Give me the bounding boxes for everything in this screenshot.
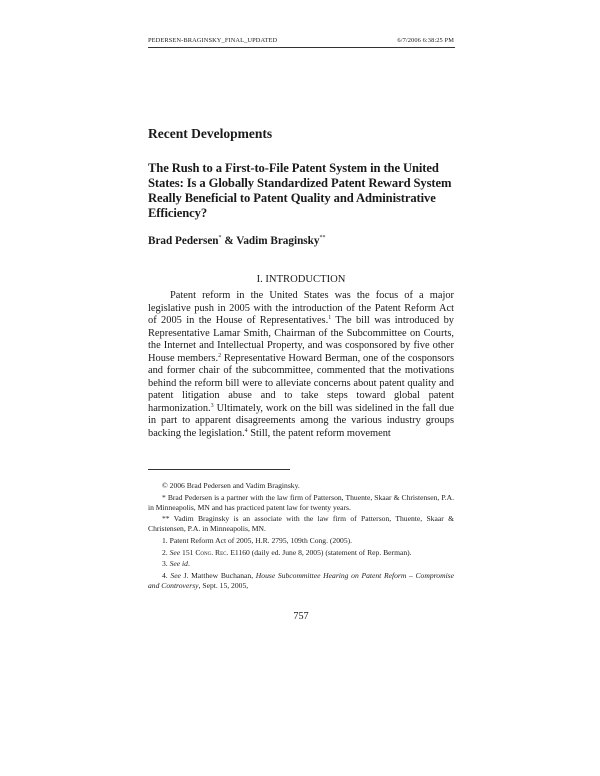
section-label: Recent Developments [148, 126, 273, 141]
signal-see-id: See id [169, 559, 188, 569]
footnote-divider [148, 469, 290, 470]
footnote-number: 4. [162, 570, 171, 580]
footnote-copyright: © 2006 Brad Pedersen and Vadim Braginsky. [162, 481, 300, 490]
article-title: The Rush to a First-to-File Patent System in the United States: Is a Globally Standardized Patent Reward System Really Beneficial to Patent Quality and Administrative Efficiency? [148, 161, 452, 220]
signal-see: See [170, 570, 181, 580]
body-sentence: The bill was introduced by Representative Lamar Smith, Chairman of the Subcommittee on Courts, the Internet and Intellectual Property, and was cosponsored by five other House members. [148, 315, 455, 364]
footnote-author-1: * Brad Pedersen is a partner with the law firm of Patterson, Thuente, Skaar & Christensen, P.A. in Minneapolis, MN and has practiced patent law for twenty years. [148, 492, 454, 512]
footnote-ref[interactable]: 1 [328, 315, 332, 322]
author-line [148, 235, 325, 247]
footnotes [148, 481, 454, 592]
body-sentence: Ultimately, work on the bill was sidelined in the fall due in part to apparent disagreements among the various industry groups backing the legislation. [148, 402, 454, 440]
cited-title: House Subcommittee Hearing on Patent Reform – Compromise and Controversy [148, 570, 455, 590]
footnote-ref[interactable]: 2 [218, 352, 222, 359]
footnote-text: , Sept. 15, 2005, [198, 580, 249, 590]
running-header-file-name: PEDERSEN-BRAGINSKY_FINAL_UPDATED [148, 37, 278, 44]
body-sentence: Representative Howard Berman, one of the cosponsors and former chair of the subcommittee, commented that the motivations behind the reform bill were to alleviate concerns about patent quality and patent litigation abuse and to take steps toward global patent harmonization. [148, 352, 454, 414]
footnote-4 [148, 571, 454, 591]
footnote-text: 151 [180, 547, 196, 557]
footnote-text: E1160 (daily ed. June 8, 2005) (statement of Rep. Berman). [228, 547, 412, 557]
header-divider [148, 47, 455, 48]
body-sentence: Patent reform in the United States was the focus of a major legislative push in 2005 with the introduction of the Patent Reform Act of 2005 in the House of Representatives. [148, 290, 454, 327]
body-paragraph [148, 290, 454, 441]
author-joiner: & [221, 235, 237, 247]
footnote-text: J. Matthew Buchanan, [180, 570, 256, 580]
reporter-name: Cong. Rec. [195, 547, 229, 557]
footnote-author-2: ** Vadim Braginsky is an associate with the law firm of Patterson, Thuente, Skaar & Christensen, P.A. in Minneapolis, MN. [148, 514, 454, 534]
signal-see: See [169, 547, 181, 557]
footnote-number: 2. [162, 547, 170, 557]
footnote-marker[interactable]: ** [319, 235, 326, 241]
running-header-timestamp: 6/7/2006 6:38:25 PM [397, 37, 454, 44]
footnote-3 [148, 559, 454, 569]
footnote-marker[interactable]: * [218, 235, 222, 241]
author-name: Brad Pedersen [148, 235, 219, 247]
footnote-2 [148, 548, 454, 558]
footnote-1: 1. Patent Reform Act of 2005, H.R. 2795, 109th Cong. (2005). [162, 535, 353, 545]
body-sentence: Still, the patent reform movement [247, 428, 391, 440]
page-number: 757 [293, 611, 309, 622]
author-name: Vadim Braginsky [236, 235, 320, 247]
footnote-ref[interactable]: 4 [244, 428, 248, 435]
section-heading: I. INTRODUCTION [256, 274, 346, 285]
footnote-text: . [187, 559, 190, 569]
footnote-number: 3. [162, 559, 170, 569]
footnote-ref[interactable]: 3 [210, 402, 214, 409]
